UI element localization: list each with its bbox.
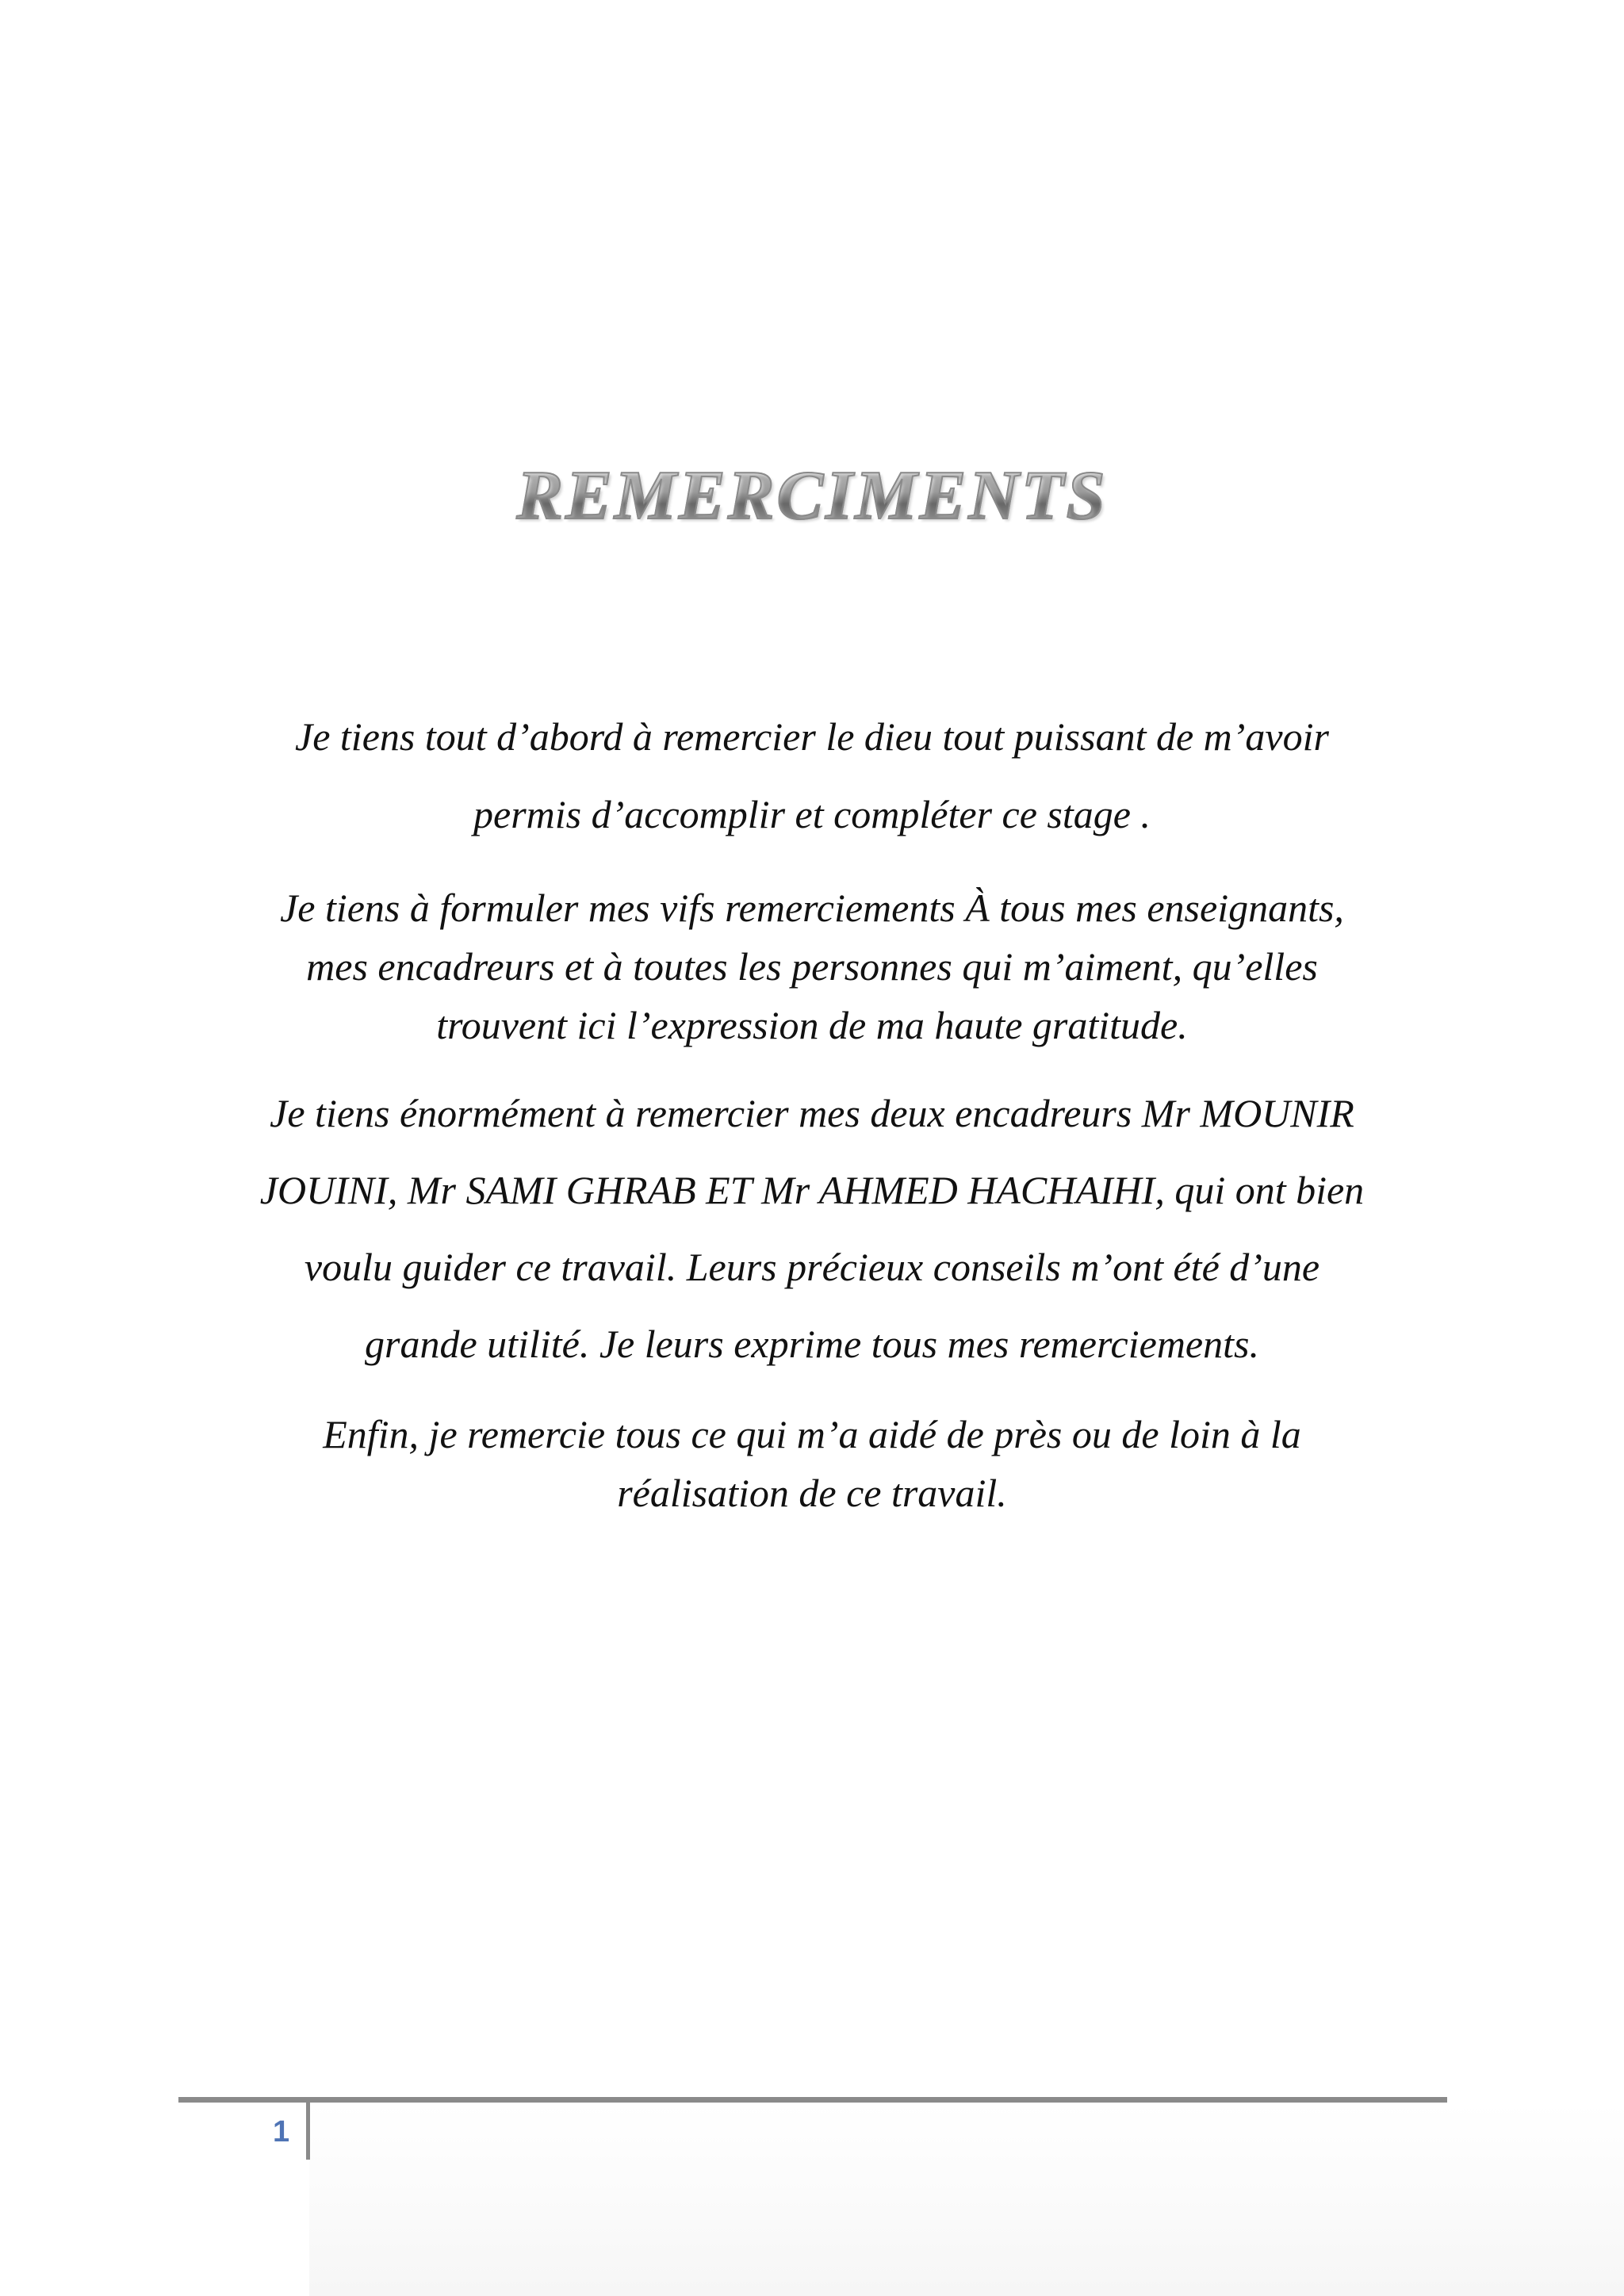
paragraph-line: réalisation de ce travail. [617, 1471, 1007, 1515]
footer-vertical-rule [306, 2103, 310, 2160]
paragraph-line: JOUINI, Mr SAMI GHRAB ET Mr AHMED HACHAIHI, qui ont bien [259, 1168, 1365, 1212]
paragraph-thanks-teachers [174, 878, 1450, 1054]
paragraph-thanks-all [174, 1405, 1450, 1522]
paragraph-thanks-god [174, 698, 1450, 853]
paragraph-line: voulu guider ce travail. Leurs précieux conseils m’ont été d’une [304, 1245, 1320, 1289]
page-title: REMERCIMENTS [0, 456, 1624, 536]
paragraph-line: Enfin, je remercie tous ce qui m’a aidé de près ou de loin à la [323, 1412, 1301, 1456]
paragraph-line: permis d’accomplir et compléter ce stage . [473, 792, 1151, 836]
paragraph-line: Je tiens à formuler mes vifs remerciements À tous mes enseignants, [280, 886, 1344, 930]
paragraph-line: Je tiens énormément à remercier mes deux encadreurs Mr MOUNIR [270, 1091, 1354, 1135]
paragraph-line: trouvent ici l’expression de ma haute gratitude. [436, 1003, 1188, 1047]
footer-shade [309, 2103, 1624, 2296]
footer-horizontal-rule [178, 2097, 1447, 2103]
paragraph-line: grande utilité. Je leurs exprime tous mes remerciements. [365, 1322, 1259, 1366]
paragraph-line: Je tiens tout d’abord à remercier le dieu tout puissant de m’avoir [295, 714, 1329, 759]
paragraph-line: mes encadreurs et à toutes les personnes qui m’aiment, qu’elles [306, 944, 1318, 989]
page-number: 1 [273, 2115, 290, 2149]
paragraph-thanks-supervisors [174, 1075, 1450, 1383]
